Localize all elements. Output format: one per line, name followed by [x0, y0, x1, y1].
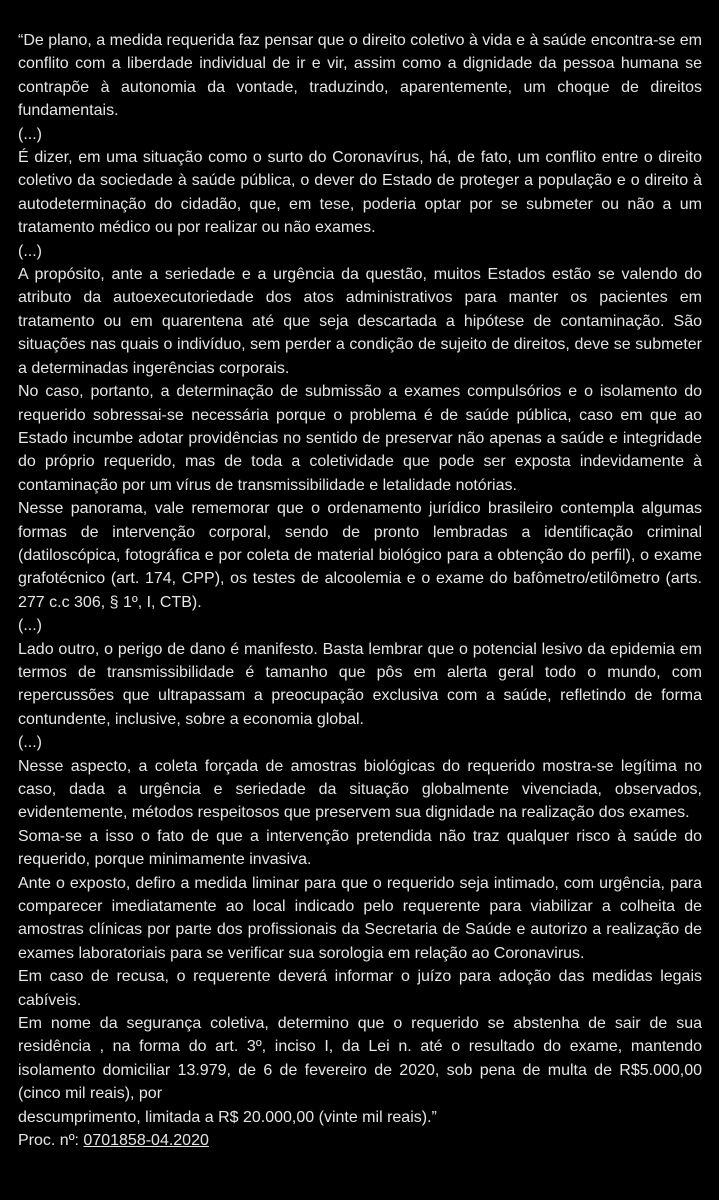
omission-marker: (...)	[18, 125, 42, 143]
paragraph-decisao: Ante o exposto, defiro a medida liminar para que o requerido seja intimado, com urgência, para comparecer imediatamente ao local indicado pelo requerente para viabilizar a colheita de amostras clínicas por parte dos profissionais da Secretaria de Saúde e autorizo a realização de exames laboratoriais para se verificar sua sorologia em relação ao Coronavirus.	[18, 874, 702, 962]
paragraph-conflict: É dizer, em uma situação como o surto do Coronavírus, há, de fato, um conflito entre o direito coletivo da sociedade à saúde pública, o dever do Estado de proteger a população e o direito à autodeterminação do cidadão, que, em tese, poderia optar por se submeter ou não a um tratamento médico ou por realizar ou não exames.	[18, 149, 702, 237]
omission-marker: (...)	[18, 734, 42, 752]
paragraph-isolamento: Em nome da segurança coletiva, determino que o requerido se abstenha de sair de sua residência , na forma do art. 3º, inciso I, da Lei n. até o resultado do exame, mantendo isolamento domiciliar 13.979, de 6 de fevereiro de 2020, sob pena de multa de R$5.000,00 (cinco mil reais), por	[18, 1015, 702, 1103]
omission-marker: (...)	[18, 617, 42, 635]
process-label: Proc. nº:	[18, 1132, 84, 1150]
paragraph-intro: “De plano, a medida requerida faz pensar que o direito coletivo à vida e à saúde encontra-se em conflito com a liberdade individual de ir e vir, assim como a dignidade da pessoa humana se contrapõe à autonomia da vontade, traduzindo, aparentemente, um choque de direitos fundamentais.	[18, 32, 702, 120]
paragraph-multa: descumprimento, limitada a R$ 20.000,00 (vinte mil reais).”	[18, 1108, 437, 1126]
process-number-link[interactable]: 0701858-04.2020	[83, 1132, 209, 1150]
paragraph-risco: Soma-se a isso o fato de que a intervenção pretendida não traz qualquer risco à saúde do requerido, porque minimamente invasiva.	[18, 827, 702, 869]
omission-marker: (...)	[18, 242, 42, 260]
paragraph-exames-compulsorios: No caso, portanto, a determinação de submissão a exames compulsórios e o isolamento do requerido sobressai-se necessária porque o problema é de saúde pública, caso em que ao Estado incumbe adotar providências no sentido de preservar não apenas a saúde e integridade do próprio requerido, mas de toda a coletividade que pode ser exposta indevidamente à contaminação por um vírus de transmissibilidade e letalidade notórias.	[18, 383, 702, 494]
paragraph-recusa: Em caso de recusa, o requerente deverá informar o juízo para adoção das medidas legais cabíveis.	[18, 968, 702, 1009]
paragraph-perigo-dano: Lado outro, o perigo de dano é manifesto. Basta lembrar que o potencial lesivo da epidemia em termos de transmissibilidade é tamanho que pôs em alerta geral todo o mundo, com repercussões que ultrapassam a preocupação exclusiva com a saúde, refletindo de forma contundente, inclusive, sobre a economia global.	[18, 640, 702, 728]
paragraph-intervencao-corporal: Nesse panorama, vale rememorar que o ordenamento jurídico brasileiro contempla algumas formas de intervenção corporal, sendo de pronto lembradas a identificação criminal (datiloscópica, fotográfica e por coleta de material biológico para a obtenção do perfil), o exame grafotécnico (art. 174, CPP), os testes de alcoolemia e o exame do bafômetro/etilômetro (arts. 277 c.c 306, § 1º, I, CTB).	[18, 500, 702, 611]
paragraph-autoexecutoriedade: A propósito, ante a seriedade e a urgência da questão, muitos Estados estão se valendo do atributo da autoexecutoriedade dos atos administrativos para manter os pacientes em tratamento ou em quarentena até que seja descartada a hipótese de contaminação. São situações nas quais o indivíduo, sem perder a condição de sujeito de direitos, deve se submeter a determinadas ingerências corporais.	[18, 266, 702, 377]
process-number-line	[18, 1129, 702, 1152]
paragraph-coleta-forcada: Nesse aspecto, a coleta forçada de amostras biológicas do requerido mostra-se legítima no caso, dada a urgência e seriedade da situação globalmente vivenciada, observados, evidentemente, métodos respeitosos que preservem sua dignidade na realização dos exames.	[18, 757, 702, 822]
